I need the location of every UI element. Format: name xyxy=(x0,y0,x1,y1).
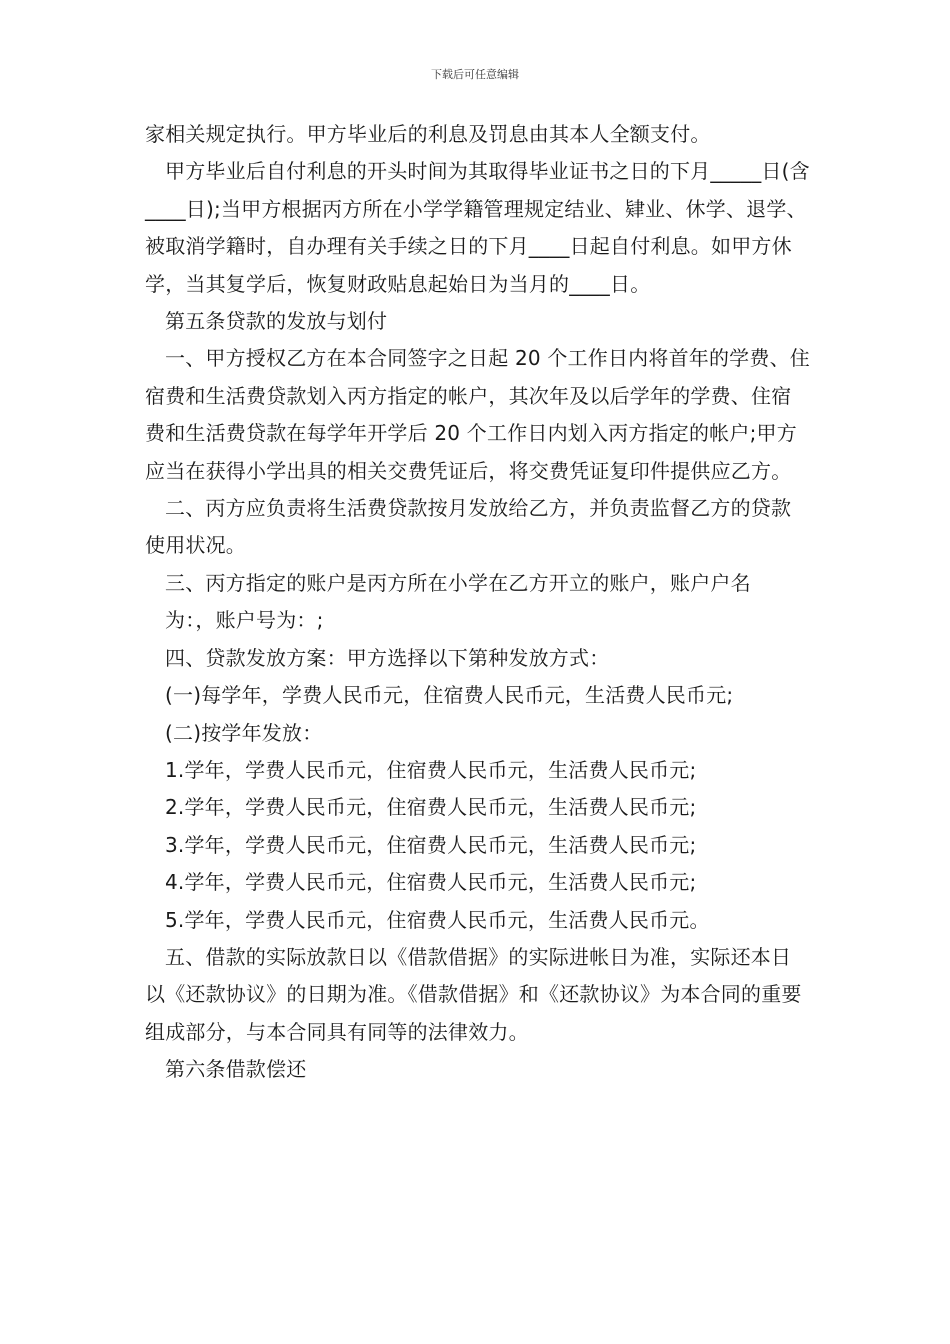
paragraph-interest-start: 甲方毕业后自付利息的开头时间为其取得毕业证书之日的下月_____日(含____日);当甲方根据丙方所在小学学籍管理规定结业、肄业、休学、退学、被取消学籍时，自办理有关手续之日的下月____日起自付利息。如甲方休学，当其复学后，恢复财政贴息起始日为当月的____日。 xyxy=(145,159,810,296)
list-item-year-1: 1.学年，学费人民币元，住宿费人民币元，生活费人民币元; xyxy=(165,757,697,782)
paragraph-clause-2: 二、丙方应负责将生活费贷款按月发放给乙方，并负责监督乙方的贷款使用状况。 xyxy=(145,496,792,558)
list-item-year-2: 2.学年，学费人民币元，住宿费人民币元，生活费人民币元; xyxy=(165,795,697,820)
paragraph-clause-4: 四、贷款发放方案：甲方选择以下第种发放方式： xyxy=(165,645,610,670)
list-item-year-4: 4.学年，学费人民币元，住宿费人民币元，生活费人民币元; xyxy=(165,870,697,895)
section-heading-article-5: 第五条贷款的发放与划付 xyxy=(165,309,388,334)
list-item-year-3: 3.学年，学费人民币元，住宿费人民币元，生活费人民币元; xyxy=(165,832,697,857)
paragraph-clause-5: 五、借款的实际放款日以《借款借据》的实际进帐日为准，实际还本日以《还款协议》的日期为准。《借款借据》和《还款协议》为本合同的重要组成部分，与本合同具有同等的法律效力。 xyxy=(145,944,802,1044)
paragraph-clause-1: 一、甲方授权乙方在本合同签字之日起 20 个工作日内将首年的学费、住宿费和生活费贷款划入丙方指定的帐户，其次年及以后学年的学费、住宿费和生活费贷款在每学年开学后 20 个工作日内划入丙方指定的帐户;甲方应当在获得小学出具的相关交费凭证后，将交费凭证复印件提供应乙方。 xyxy=(145,346,810,483)
page-header: 下载后可任意编辑 xyxy=(431,68,519,81)
list-item-option-1: (一)每学年，学费人民币元，住宿费人民币元，生活费人民币元; xyxy=(165,683,734,708)
paragraph-clause-3: 三、丙方指定的账户是丙方所在小学在乙方开立的账户，账户户名 xyxy=(165,570,751,595)
list-item-option-2: (二)按学年发放： xyxy=(165,720,323,745)
paragraph-continuation: 家相关规定执行。甲方毕业后的利息及罚息由其本人全额支付。 xyxy=(145,122,711,146)
section-heading-article-6: 第六条借款偿还 xyxy=(165,1057,307,1082)
paragraph-account-line: 为：，账户号为：; xyxy=(165,608,324,633)
document-body xyxy=(145,116,810,1089)
list-item-year-5: 5.学年，学费人民币元，住宿费人民币元，生活费人民币元。 xyxy=(165,907,710,932)
